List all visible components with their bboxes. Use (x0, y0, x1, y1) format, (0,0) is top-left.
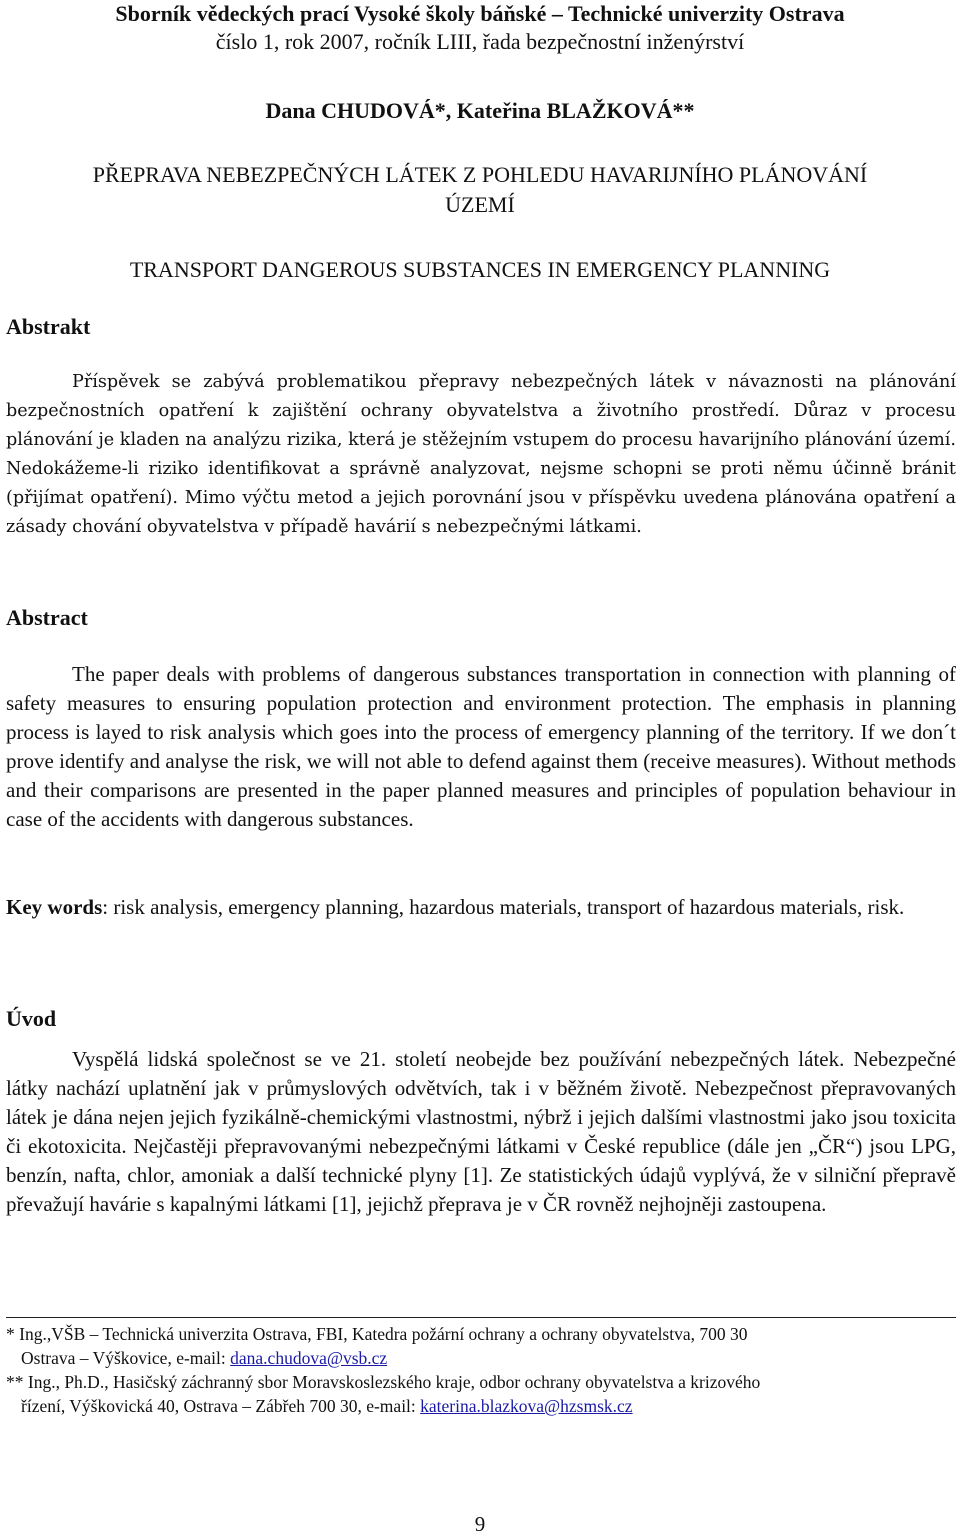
footnote-2-line-1: ** Ing., Ph.D., Hasičský záchranný sbor Moravskoslezského kraje, odbor ochrany obyvatelstva a krizového (6, 1372, 761, 1392)
email-link-blazkova[interactable]: katerina.blazkova@hzsmsk.cz (420, 1396, 633, 1416)
journal-issue: číslo 1, rok 2007, ročník LIII, řada bezpečnostní inženýrství (215, 29, 745, 54)
title-czech-line-1: PŘEPRAVA NEBEZPEČNÝCH LÁTEK Z POHLEDU HAVARIJNÍHO PLÁNOVÁNÍ (92, 162, 868, 187)
abstrakt-text (6, 368, 956, 542)
uvod-body: Vyspělá lidská společnost se ve 21. století neobejde bez používání nebezpečných látek. Nebezpečné látky nachází uplatnění jak v průmyslových odvětvích, tak i v běžném životě. Nebezpečnost přepravovaných látek je dána nejen jejich fyzikálně-chemickými vlastnostmi, nýbrž i jejich dalšími vlastnostmi jako jsou toxicita či ekotoxicita. Nejčastěji přepravovanými nebezpečnými látkami v České republice (dále jen „ČR“) jsou LPG, benzín, nafta, chlor, amoniak a další technické plyny [1]. Ze statistických údajů vyplývá, že v silniční přepravě převažují havárie s kapalnými látkami [1], jejichž přeprava je v ČR rovněž nejhojněji zastoupena. (6, 1047, 956, 1216)
footnote-1-line-2 (6, 1346, 956, 1370)
abstract-body: The paper deals with problems of dangerous substances transportation in connection with planning of safety measures to ensuring population protection and environment protection. The emphasis in planning process is layed to risk analysis which goes into the process of emergency planning of the territory. If we don´t prove identify and analyse the risk, we will not able to defend against them (receive measures). Without methods and their comparisons are presented in the paper planned measures and principles of population behaviour in case of the accidents with dangerous substances. (6, 662, 956, 831)
footnote-divider (6, 1317, 956, 1318)
footnote-2-line-2 (6, 1394, 956, 1418)
footnote-2-address: řízení, Výškovická 40, Ostrava – Zábřeh 700 30, e-mail: (21, 1396, 421, 1416)
footnotes (6, 1322, 956, 1418)
title-english: TRANSPORT DANGEROUS SUBSTANCES IN EMERGENCY PLANNING (129, 257, 831, 282)
page-number: 9 (474, 1512, 486, 1536)
abstract-text (6, 660, 956, 834)
title-czech (0, 160, 960, 220)
keywords-list: : risk analysis, emergency planning, hazardous materials, transport of hazardous materials, risk. (102, 895, 905, 919)
authors: Dana CHUDOVÁ*, Kateřina BLAŽKOVÁ** (265, 98, 695, 123)
keywords-label: Key words (6, 895, 103, 919)
heading-abstrakt: Abstrakt (6, 314, 91, 339)
heading-uvod: Úvod (6, 1006, 57, 1031)
email-link-chudova[interactable]: dana.chudova@vsb.cz (230, 1348, 388, 1368)
abstrakt-body: Příspěvek se zabývá problematikou přepravy nebezpečných látek v návaznosti na plánování bezpečnostních opatření k zajištění ochrany obyvatelstva a životního prostředí. Důraz v procesu plánování je kladen na analýzu rizika, která je stěžejním vstupem do procesu havarijního plánování území. Nedokážeme-li riziko identifikovat a správně analyzovat, nejsme schopni se proti němu účinně bránit (přijímat opatření). Mimo výčtu metod a jejich porovnání jsou v příspěvku uvedena plánována opatření a zásady chování obyvatelstva v případě havárií s nebezpečnými látkami. (6, 372, 956, 537)
title-czech-line-2: ÚZEMÍ (445, 192, 515, 217)
keywords (6, 893, 956, 922)
journal-title: Sborník vědeckých prací Vysoké školy báňské – Technické univerzity Ostrava (115, 1, 845, 26)
footnote-1-line-1: * Ing.,VŠB – Technická univerzita Ostrava, FBI, Katedra požární ochrany a ochrany obyvatelstva, 700 30 (6, 1324, 748, 1344)
footnote-1-address: Ostrava – Výškovice, e-mail: (21, 1348, 231, 1368)
heading-abstract: Abstract (6, 605, 88, 630)
uvod-text (6, 1045, 956, 1219)
